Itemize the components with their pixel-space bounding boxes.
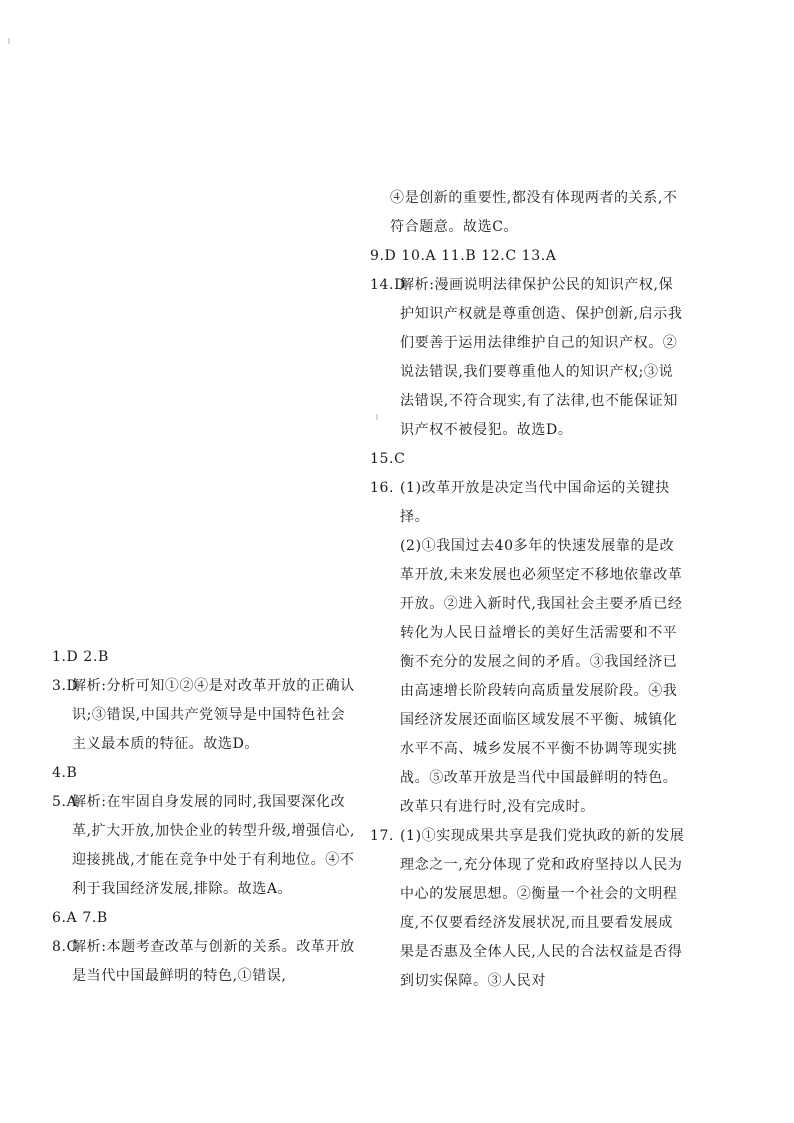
answer-5-explanation: 解析:在牢固自身发展的同时,我国要深化改革,扩大开放,加快企业的转型升级,增强信心,迎接挑战,才能在竞争中处于有利地位。④不利于我国经济发展,排除。故选A。 [72,794,355,897]
answer-3 [52,672,358,759]
answer-8 [52,933,358,991]
answer-17 [370,822,685,996]
answer-8-number: 8.C [52,939,78,955]
answer-3-explanation: 解析:分析可知①②④是对改革开放的正确认识;③错误,中国共产党领导是中国特色社会主义最本质的特征。故选D。 [72,678,355,752]
answer-16 [370,474,685,822]
answer-5-number: 5.A [52,794,78,810]
answer-15: 15.C [370,451,406,467]
answer-line-1-2: 1.D 2.B [52,649,109,665]
answer-3-number: 3.D [52,678,79,694]
answer-16-number: 16. [370,480,395,496]
scan-mark [8,38,10,44]
answer-line-6-7: 6.A 7.B [52,910,108,926]
answer-5 [52,788,358,904]
answer-8-continued: ④是创新的重要性,都没有体现两者的关系,不符合题意。故选C。 [390,190,678,235]
answer-14-number: 14.D [370,277,406,293]
answer-line-9-13: 9.D 10.A 11.B 12.C 13.A [370,248,557,264]
answer-17-number: 17. [370,828,395,844]
answer-16-part-1: (1)改革开放是决定当代中国命运的关键抉择。 [400,480,670,525]
left-column [52,643,358,991]
right-column [370,184,685,996]
answer-8-explanation: 解析:本题考查改革与创新的关系。改革开放是当代中国最鲜明的特色,①错误, [72,939,355,984]
answer-17-part-1: (1)①实现成果共享是我们党执政的新的发展理念之一,充分体现了党和政府坚持以人民为中心的发展思想。②衡量一个社会的文明程度,不仅要看经济发展状况,而且要看发展成果是否惠及全体人民,人民的合法权益是否得到切实保障。③人民对 [400,828,685,989]
answer-14-explanation: 解析:漫画说明法律保护公民的知识产权,保护知识产权就是尊重创造、保护创新,启示我们要善于运用法律维护自己的知识产权。②说法错误,我们要尊重他人的知识产权;③说法错误,不符合现实,有了法律,也不能保证知识产权不被侵犯。故选D。 [400,277,683,438]
answer-14 [370,271,685,445]
answer-16-part-2: (2)①我国过去40多年的快速发展靠的是改革开放,未来发展也必须坚定不移地依靠改革开放。②进入新时代,我国社会主要矛盾已经转化为人民日益增长的美好生活需要和不平衡不充分的发展之间的矛盾。③我国经济已由高速增长阶段转向高质量发展阶段。④我国经济发展还面临区域发展不平衡、城镇化水平不高、城乡发展不平衡不协调等现实挑战。⑤改革开放是当代中国最鲜明的特色。改革只有进行时,没有完成时。 [400,538,683,815]
answer-4: 4.B [52,765,78,781]
